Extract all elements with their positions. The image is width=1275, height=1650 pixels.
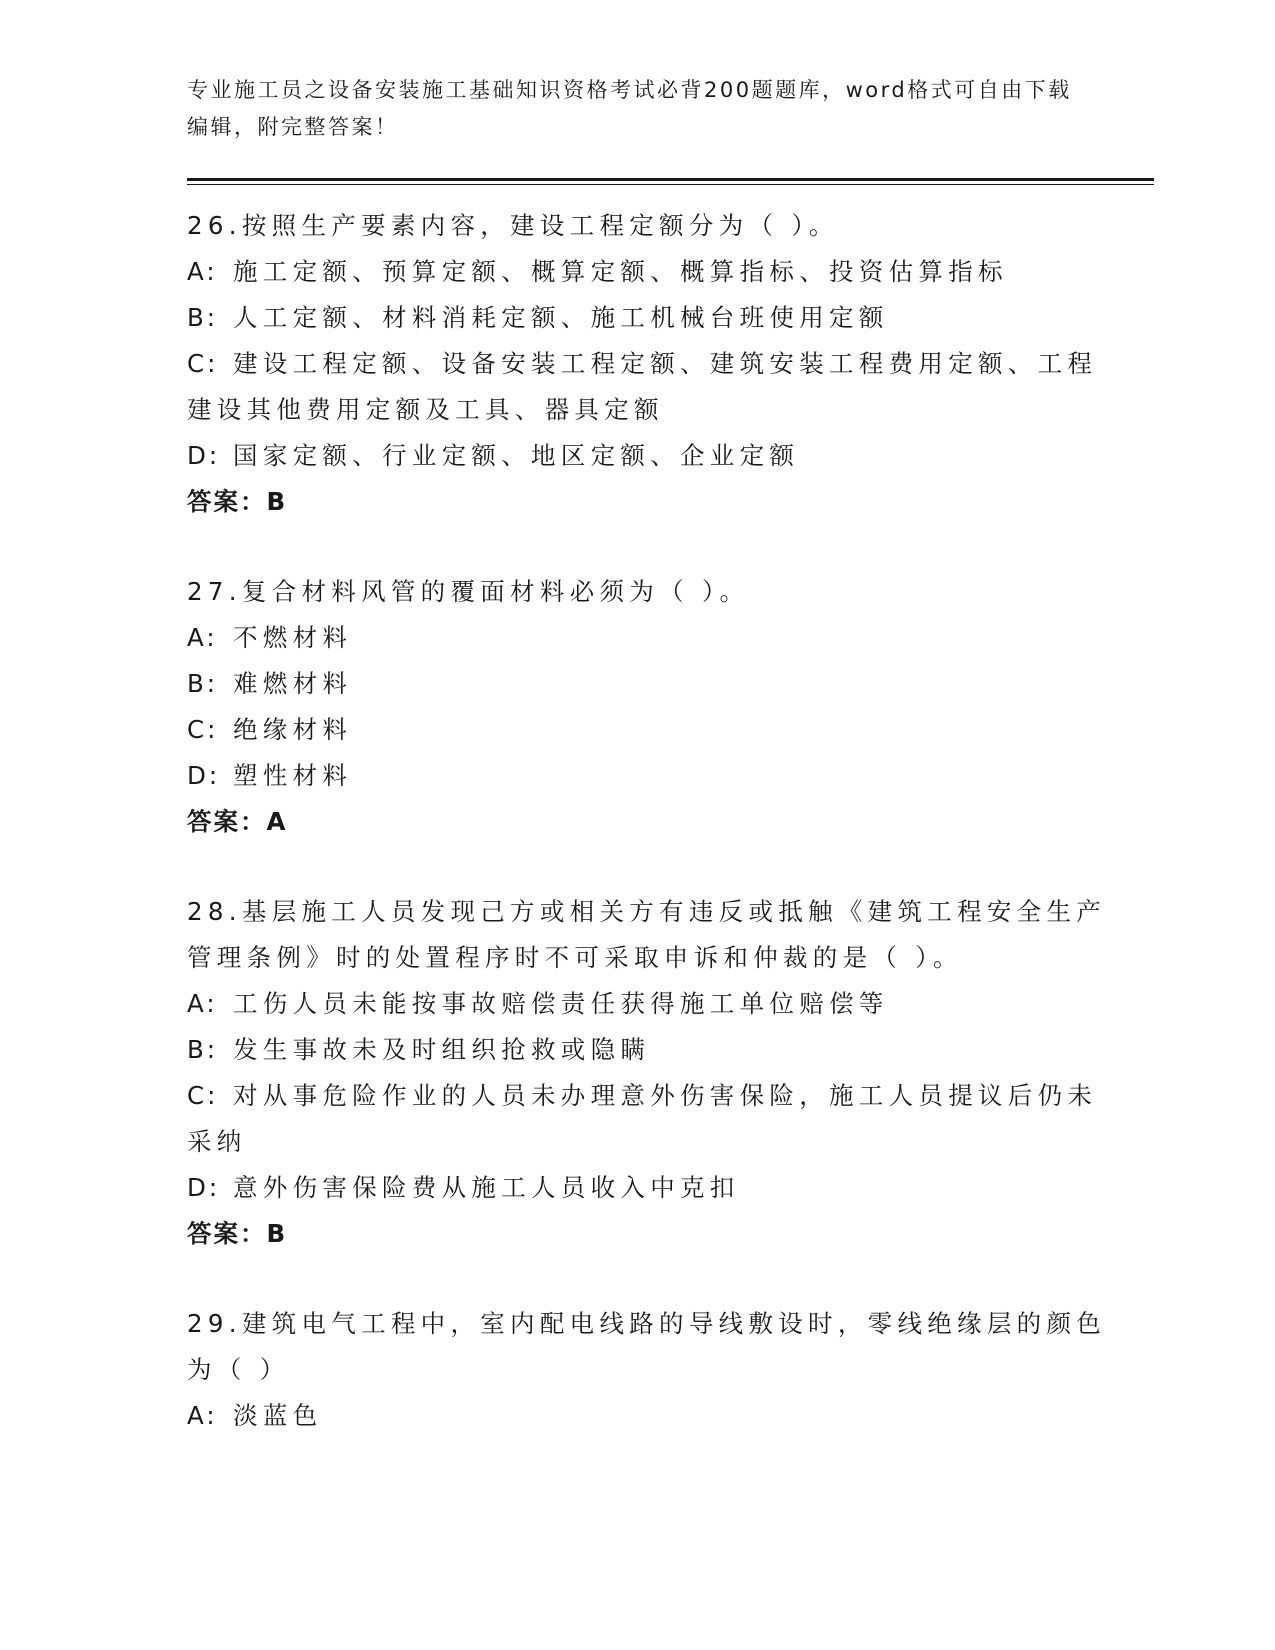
option-b xyxy=(187,661,1107,707)
option-key: B: xyxy=(187,669,219,698)
question-27 xyxy=(187,569,1107,845)
option-text: 工伤人员未能按事故赔偿责任获得施工单位赔偿等 xyxy=(233,989,889,1018)
option-b xyxy=(187,295,1107,341)
option-text: 淡蓝色 xyxy=(233,1401,323,1430)
option-key: D: xyxy=(187,441,221,470)
document-header: 专业施工员之设备安装施工基础知识资格考试必背200题题库，word格式可自由下载编辑，附完整答案！ xyxy=(187,78,1072,139)
option-text: 人工定额、材料消耗定额、施工机械台班使用定额 xyxy=(233,303,889,332)
question-stem: 29.建筑电气工程中，室内配电线路的导线敷设时，零线绝缘层的颜色为（ ） xyxy=(187,1309,1107,1384)
option-c xyxy=(187,707,1107,753)
option-a xyxy=(187,615,1107,661)
question-29 xyxy=(187,1301,1107,1439)
question-stem: 28.基层施工人员发现己方或相关方有违反或抵触《建筑工程安全生产管理条例》时的处置程序时不可采取申诉和仲裁的是（ ）。 xyxy=(187,897,1107,972)
option-key: B: xyxy=(187,1035,219,1064)
option-key: D: xyxy=(187,761,221,790)
option-key: B: xyxy=(187,303,219,332)
option-a xyxy=(187,249,1107,295)
option-key: C: xyxy=(187,715,219,744)
question-list xyxy=(187,203,1107,1483)
option-key: A: xyxy=(187,989,218,1018)
option-text: 发生事故未及时组织抢救或隐瞒 xyxy=(233,1035,651,1064)
question-stem: 27.复合材料风管的覆面材料必须为（ ）。 xyxy=(187,577,750,606)
answer-label: 答案：B xyxy=(187,1219,288,1248)
option-a xyxy=(187,981,1107,1027)
question-26 xyxy=(187,203,1107,525)
option-key: A: xyxy=(187,1401,218,1430)
option-key: C: xyxy=(187,349,219,378)
option-d xyxy=(187,1165,1107,1211)
option-text: 难燃材料 xyxy=(233,669,353,698)
option-c xyxy=(187,1073,1107,1165)
option-text: 意外伤害保险费从施工人员收入中克扣 xyxy=(233,1173,740,1202)
option-a xyxy=(187,1393,1107,1439)
option-key: D: xyxy=(187,1173,221,1202)
option-key: A: xyxy=(187,257,218,286)
question-stem: 26.按照生产要素内容，建设工程定额分为（ ）。 xyxy=(187,211,839,240)
option-d xyxy=(187,753,1107,799)
option-c xyxy=(187,341,1107,433)
answer-label: 答案：B xyxy=(187,487,288,516)
option-text: 绝缘材料 xyxy=(233,715,353,744)
option-key: A: xyxy=(187,623,218,652)
header-divider-thin xyxy=(187,184,1154,185)
option-text: 对从事危险作业的人员未办理意外伤害保险，施工人员提议后仍未采纳 xyxy=(187,1081,1098,1156)
option-text: 塑性材料 xyxy=(233,761,353,790)
option-text: 建设工程定额、设备安装工程定额、建筑安装工程费用定额、工程建设其他费用定额及工具、器具定额 xyxy=(187,349,1098,424)
option-key: C: xyxy=(187,1081,219,1110)
option-text: 国家定额、行业定额、地区定额、企业定额 xyxy=(233,441,800,470)
answer-label: 答案：A xyxy=(187,807,288,836)
header-divider-thick xyxy=(187,178,1154,181)
option-d xyxy=(187,433,1107,479)
option-b xyxy=(187,1027,1107,1073)
option-text: 施工定额、预算定额、概算定额、概算指标、投资估算指标 xyxy=(233,257,1008,286)
option-text: 不燃材料 xyxy=(233,623,353,652)
question-28 xyxy=(187,889,1107,1257)
